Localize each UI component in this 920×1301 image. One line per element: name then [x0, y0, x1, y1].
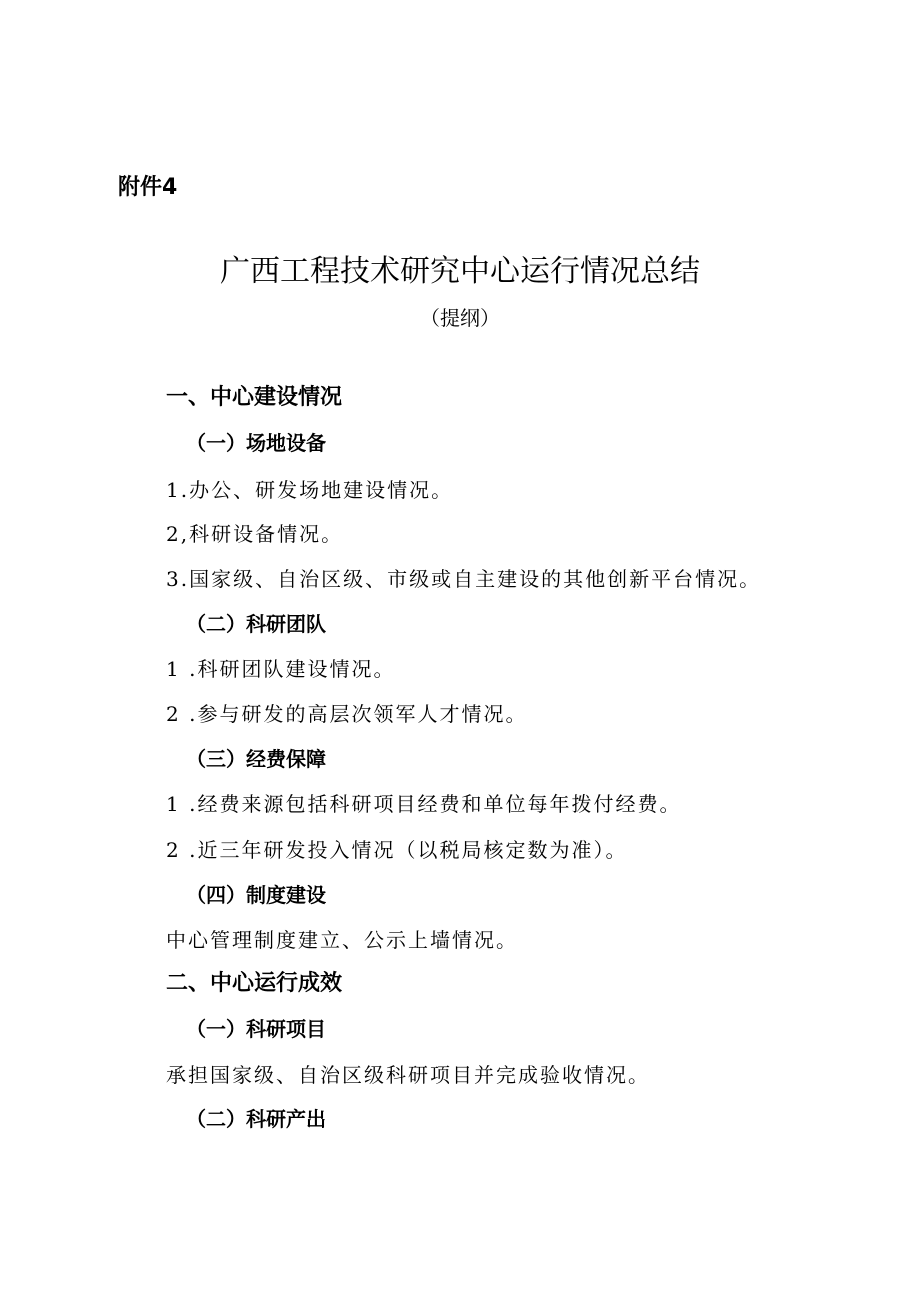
list-item: 1 .经费来源包括科研项目经费和单位每年拨付经费。: [166, 792, 682, 816]
document-subtitle: （提纲）: [420, 306, 500, 330]
subsection-heading: （二）科研团队: [186, 612, 326, 636]
list-item: 承担国家级、自治区级科研项目并完成验收情况。: [166, 1063, 650, 1087]
list-item: 2 .近三年研发投入情况（以税局核定数为准）。: [166, 838, 628, 862]
subsection-heading: （四）制度建设: [186, 883, 326, 907]
subsection-heading: （二）科研产出: [186, 1107, 326, 1131]
list-item: 中心管理制度建立、公示上墙情况。: [166, 928, 518, 952]
section-heading: 二、中心运行成效: [166, 971, 343, 996]
section-heading: 一、中心建设情况: [166, 385, 343, 410]
subsection-heading: （三）经费保障: [186, 747, 326, 771]
document-title: 广西工程技术研究中心运行情况总结: [220, 254, 700, 289]
subsection-heading: （一）场地设备: [186, 431, 326, 455]
list-item: 2 .参与研发的高层次领军人才情况。: [166, 702, 528, 726]
subsection-heading: （一）科研项目: [186, 1017, 326, 1041]
list-item: 3.国家级、自治区级、市级或自主建设的其他创新平台情况。: [166, 567, 762, 591]
attachment-label: 附件4: [118, 175, 178, 200]
list-item: 1 .科研团队建设情况。: [166, 657, 396, 681]
list-item: 1.办公、研发场地建设情况。: [166, 478, 454, 502]
list-item: 2,科研设备情况。: [166, 522, 344, 546]
